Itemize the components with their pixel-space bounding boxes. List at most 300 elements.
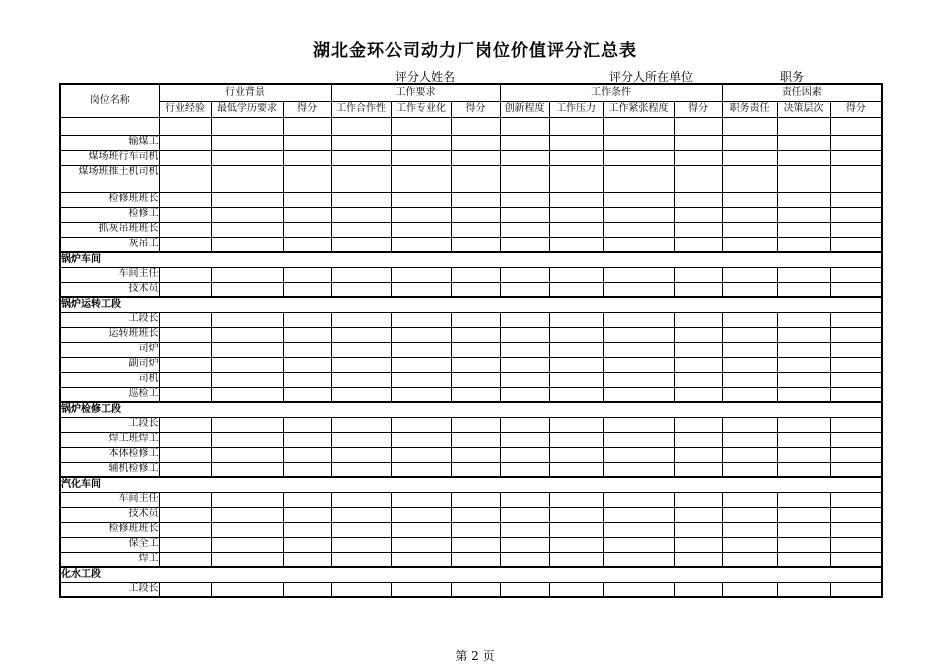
- score-cell[interactable]: [211, 522, 283, 537]
- score-cell[interactable]: [451, 150, 500, 165]
- score-cell[interactable]: [331, 222, 391, 237]
- score-cell[interactable]: [331, 492, 391, 507]
- score-cell[interactable]: [674, 267, 722, 282]
- score-cell[interactable]: [451, 327, 500, 342]
- score-cell[interactable]: [211, 327, 283, 342]
- score-cell[interactable]: [674, 117, 722, 135]
- score-cell[interactable]: [777, 522, 830, 537]
- score-cell[interactable]: [830, 447, 882, 462]
- score-cell[interactable]: [674, 135, 722, 150]
- score-cell[interactable]: [159, 135, 211, 150]
- score-cell[interactable]: [777, 342, 830, 357]
- score-cell[interactable]: [283, 342, 331, 357]
- score-cell[interactable]: [777, 507, 830, 522]
- score-cell[interactable]: [331, 192, 391, 207]
- score-cell[interactable]: [722, 327, 777, 342]
- score-cell[interactable]: [830, 432, 882, 447]
- score-cell[interactable]: [722, 282, 777, 297]
- score-cell[interactable]: [830, 537, 882, 552]
- score-cell[interactable]: [391, 282, 451, 297]
- score-cell[interactable]: [674, 387, 722, 402]
- score-cell[interactable]: [603, 222, 674, 237]
- score-cell[interactable]: [391, 192, 451, 207]
- score-cell[interactable]: [674, 282, 722, 297]
- score-cell[interactable]: [391, 207, 451, 222]
- score-cell[interactable]: [331, 237, 391, 252]
- score-cell[interactable]: [722, 432, 777, 447]
- score-cell[interactable]: [159, 222, 211, 237]
- score-cell[interactable]: [451, 342, 500, 357]
- score-cell[interactable]: [391, 387, 451, 402]
- score-cell[interactable]: [830, 522, 882, 537]
- score-cell[interactable]: [159, 117, 211, 135]
- score-cell[interactable]: [451, 522, 500, 537]
- score-cell[interactable]: [211, 222, 283, 237]
- score-cell[interactable]: [283, 165, 331, 192]
- score-cell[interactable]: [451, 537, 500, 552]
- score-cell[interactable]: [722, 192, 777, 207]
- score-cell[interactable]: [549, 552, 603, 567]
- score-cell[interactable]: [830, 342, 882, 357]
- score-cell[interactable]: [549, 135, 603, 150]
- score-cell[interactable]: [777, 312, 830, 327]
- score-cell[interactable]: [777, 552, 830, 567]
- score-cell[interactable]: [830, 417, 882, 432]
- score-cell[interactable]: [283, 462, 331, 477]
- score-cell[interactable]: [391, 135, 451, 150]
- score-cell[interactable]: [500, 507, 549, 522]
- score-cell[interactable]: [451, 462, 500, 477]
- score-cell[interactable]: [777, 165, 830, 192]
- score-cell[interactable]: [830, 135, 882, 150]
- score-cell[interactable]: [500, 192, 549, 207]
- score-cell[interactable]: [777, 462, 830, 477]
- score-cell[interactable]: [283, 357, 331, 372]
- score-cell[interactable]: [451, 165, 500, 192]
- score-cell[interactable]: [722, 207, 777, 222]
- score-cell[interactable]: [500, 417, 549, 432]
- score-cell[interactable]: [777, 357, 830, 372]
- score-cell[interactable]: [211, 282, 283, 297]
- score-cell[interactable]: [331, 150, 391, 165]
- score-cell[interactable]: [451, 207, 500, 222]
- score-cell[interactable]: [549, 222, 603, 237]
- score-cell[interactable]: [159, 327, 211, 342]
- score-cell[interactable]: [722, 135, 777, 150]
- score-cell[interactable]: [603, 135, 674, 150]
- score-cell[interactable]: [777, 207, 830, 222]
- score-cell[interactable]: [159, 282, 211, 297]
- score-cell[interactable]: [603, 150, 674, 165]
- score-cell[interactable]: [211, 552, 283, 567]
- score-cell[interactable]: [722, 222, 777, 237]
- score-cell[interactable]: [549, 447, 603, 462]
- score-cell[interactable]: [830, 222, 882, 237]
- score-cell[interactable]: [331, 447, 391, 462]
- score-cell[interactable]: [549, 165, 603, 192]
- score-cell[interactable]: [500, 237, 549, 252]
- score-cell[interactable]: [603, 192, 674, 207]
- score-cell[interactable]: [391, 222, 451, 237]
- score-cell[interactable]: [391, 342, 451, 357]
- score-cell[interactable]: [500, 357, 549, 372]
- score-cell[interactable]: [722, 582, 777, 597]
- score-cell[interactable]: [159, 192, 211, 207]
- score-cell[interactable]: [391, 312, 451, 327]
- score-cell[interactable]: [211, 150, 283, 165]
- score-cell[interactable]: [830, 267, 882, 282]
- score-cell[interactable]: [603, 312, 674, 327]
- score-cell[interactable]: [830, 327, 882, 342]
- score-cell[interactable]: [211, 417, 283, 432]
- score-cell[interactable]: [603, 207, 674, 222]
- score-cell[interactable]: [211, 165, 283, 192]
- score-cell[interactable]: [500, 492, 549, 507]
- score-cell[interactable]: [283, 522, 331, 537]
- score-cell[interactable]: [331, 507, 391, 522]
- score-cell[interactable]: [283, 207, 331, 222]
- score-cell[interactable]: [331, 327, 391, 342]
- score-cell[interactable]: [391, 327, 451, 342]
- score-cell[interactable]: [500, 207, 549, 222]
- score-cell[interactable]: [722, 312, 777, 327]
- score-cell[interactable]: [549, 582, 603, 597]
- score-cell[interactable]: [549, 417, 603, 432]
- score-cell[interactable]: [451, 492, 500, 507]
- score-cell[interactable]: [211, 192, 283, 207]
- score-cell[interactable]: [722, 267, 777, 282]
- score-cell[interactable]: [391, 165, 451, 192]
- score-cell[interactable]: [722, 417, 777, 432]
- score-cell[interactable]: [674, 582, 722, 597]
- score-cell[interactable]: [674, 342, 722, 357]
- score-cell[interactable]: [674, 327, 722, 342]
- score-cell[interactable]: [331, 135, 391, 150]
- score-cell[interactable]: [451, 267, 500, 282]
- score-cell[interactable]: [331, 462, 391, 477]
- score-cell[interactable]: [159, 507, 211, 522]
- score-cell[interactable]: [603, 462, 674, 477]
- score-cell[interactable]: [777, 237, 830, 252]
- score-cell[interactable]: [331, 537, 391, 552]
- score-cell[interactable]: [722, 537, 777, 552]
- score-cell[interactable]: [451, 282, 500, 297]
- score-cell[interactable]: [830, 312, 882, 327]
- score-cell[interactable]: [674, 537, 722, 552]
- score-cell[interactable]: [549, 237, 603, 252]
- score-cell[interactable]: [283, 552, 331, 567]
- score-cell[interactable]: [211, 537, 283, 552]
- score-cell[interactable]: [211, 387, 283, 402]
- score-cell[interactable]: [500, 372, 549, 387]
- score-cell[interactable]: [722, 165, 777, 192]
- score-cell[interactable]: [283, 327, 331, 342]
- score-cell[interactable]: [830, 192, 882, 207]
- score-cell[interactable]: [451, 507, 500, 522]
- score-cell[interactable]: [451, 117, 500, 135]
- score-cell[interactable]: [500, 342, 549, 357]
- score-cell[interactable]: [451, 447, 500, 462]
- score-cell[interactable]: [283, 237, 331, 252]
- score-cell[interactable]: [211, 507, 283, 522]
- score-cell[interactable]: [451, 135, 500, 150]
- score-cell[interactable]: [283, 387, 331, 402]
- score-cell[interactable]: [674, 507, 722, 522]
- score-cell[interactable]: [283, 282, 331, 297]
- score-cell[interactable]: [283, 150, 331, 165]
- score-cell[interactable]: [283, 492, 331, 507]
- score-cell[interactable]: [331, 522, 391, 537]
- score-cell[interactable]: [159, 165, 211, 192]
- score-cell[interactable]: [722, 342, 777, 357]
- score-cell[interactable]: [549, 207, 603, 222]
- score-cell[interactable]: [722, 117, 777, 135]
- score-cell[interactable]: [549, 357, 603, 372]
- score-cell[interactable]: [451, 237, 500, 252]
- score-cell[interactable]: [603, 387, 674, 402]
- score-cell[interactable]: [674, 432, 722, 447]
- score-cell[interactable]: [211, 582, 283, 597]
- score-cell[interactable]: [500, 462, 549, 477]
- score-cell[interactable]: [722, 150, 777, 165]
- score-cell[interactable]: [391, 537, 451, 552]
- score-cell[interactable]: [674, 492, 722, 507]
- score-cell[interactable]: [830, 357, 882, 372]
- score-cell[interactable]: [549, 432, 603, 447]
- score-cell[interactable]: [603, 432, 674, 447]
- score-cell[interactable]: [830, 387, 882, 402]
- score-cell[interactable]: [603, 417, 674, 432]
- score-cell[interactable]: [451, 222, 500, 237]
- score-cell[interactable]: [391, 357, 451, 372]
- score-cell[interactable]: [674, 357, 722, 372]
- score-cell[interactable]: [674, 552, 722, 567]
- score-cell[interactable]: [331, 267, 391, 282]
- score-cell[interactable]: [451, 582, 500, 597]
- score-cell[interactable]: [331, 357, 391, 372]
- score-cell[interactable]: [159, 492, 211, 507]
- score-cell[interactable]: [391, 522, 451, 537]
- score-cell[interactable]: [603, 342, 674, 357]
- score-cell[interactable]: [549, 387, 603, 402]
- score-cell[interactable]: [283, 117, 331, 135]
- score-cell[interactable]: [674, 447, 722, 462]
- score-cell[interactable]: [549, 372, 603, 387]
- score-cell[interactable]: [722, 492, 777, 507]
- score-cell[interactable]: [722, 237, 777, 252]
- score-cell[interactable]: [830, 372, 882, 387]
- score-cell[interactable]: [830, 582, 882, 597]
- score-cell[interactable]: [331, 582, 391, 597]
- score-cell[interactable]: [549, 507, 603, 522]
- score-cell[interactable]: [603, 327, 674, 342]
- score-cell[interactable]: [211, 462, 283, 477]
- score-cell[interactable]: [391, 582, 451, 597]
- score-cell[interactable]: [500, 267, 549, 282]
- score-cell[interactable]: [451, 192, 500, 207]
- score-cell[interactable]: [283, 582, 331, 597]
- score-cell[interactable]: [451, 387, 500, 402]
- score-cell[interactable]: [603, 357, 674, 372]
- score-cell[interactable]: [159, 462, 211, 477]
- score-cell[interactable]: [500, 387, 549, 402]
- score-cell[interactable]: [722, 507, 777, 522]
- score-cell[interactable]: [777, 582, 830, 597]
- score-cell[interactable]: [211, 492, 283, 507]
- score-cell[interactable]: [777, 492, 830, 507]
- score-cell[interactable]: [391, 372, 451, 387]
- score-cell[interactable]: [830, 117, 882, 135]
- score-cell[interactable]: [500, 582, 549, 597]
- score-cell[interactable]: [603, 522, 674, 537]
- score-cell[interactable]: [211, 342, 283, 357]
- score-cell[interactable]: [777, 537, 830, 552]
- score-cell[interactable]: [283, 312, 331, 327]
- score-cell[interactable]: [211, 237, 283, 252]
- score-cell[interactable]: [159, 267, 211, 282]
- score-cell[interactable]: [211, 372, 283, 387]
- score-cell[interactable]: [283, 222, 331, 237]
- score-cell[interactable]: [830, 462, 882, 477]
- score-cell[interactable]: [603, 372, 674, 387]
- score-cell[interactable]: [722, 462, 777, 477]
- score-cell[interactable]: [331, 387, 391, 402]
- score-cell[interactable]: [159, 417, 211, 432]
- score-cell[interactable]: [211, 447, 283, 462]
- score-cell[interactable]: [777, 117, 830, 135]
- score-cell[interactable]: [159, 387, 211, 402]
- score-cell[interactable]: [283, 432, 331, 447]
- score-cell[interactable]: [830, 552, 882, 567]
- score-cell[interactable]: [830, 207, 882, 222]
- score-cell[interactable]: [159, 237, 211, 252]
- score-cell[interactable]: [777, 135, 830, 150]
- score-cell[interactable]: [451, 432, 500, 447]
- score-cell[interactable]: [603, 447, 674, 462]
- score-cell[interactable]: [549, 267, 603, 282]
- score-cell[interactable]: [391, 462, 451, 477]
- score-cell[interactable]: [159, 552, 211, 567]
- score-cell[interactable]: [391, 117, 451, 135]
- score-cell[interactable]: [159, 372, 211, 387]
- score-cell[interactable]: [159, 342, 211, 357]
- score-cell[interactable]: [211, 432, 283, 447]
- score-cell[interactable]: [451, 417, 500, 432]
- score-cell[interactable]: [674, 312, 722, 327]
- score-cell[interactable]: [674, 237, 722, 252]
- score-cell[interactable]: [283, 507, 331, 522]
- score-cell[interactable]: [500, 537, 549, 552]
- score-cell[interactable]: [777, 267, 830, 282]
- score-cell[interactable]: [159, 150, 211, 165]
- score-cell[interactable]: [451, 312, 500, 327]
- score-cell[interactable]: [211, 267, 283, 282]
- score-cell[interactable]: [830, 282, 882, 297]
- score-cell[interactable]: [549, 342, 603, 357]
- score-cell[interactable]: [500, 282, 549, 297]
- score-cell[interactable]: [159, 447, 211, 462]
- score-cell[interactable]: [500, 327, 549, 342]
- score-cell[interactable]: [549, 327, 603, 342]
- score-cell[interactable]: [603, 267, 674, 282]
- score-cell[interactable]: [391, 507, 451, 522]
- score-cell[interactable]: [722, 357, 777, 372]
- score-cell[interactable]: [159, 357, 211, 372]
- score-cell[interactable]: [777, 192, 830, 207]
- score-cell[interactable]: [549, 312, 603, 327]
- score-cell[interactable]: [549, 117, 603, 135]
- score-cell[interactable]: [549, 282, 603, 297]
- score-cell[interactable]: [549, 537, 603, 552]
- score-cell[interactable]: [603, 237, 674, 252]
- score-cell[interactable]: [331, 552, 391, 567]
- score-cell[interactable]: [674, 207, 722, 222]
- score-cell[interactable]: [722, 372, 777, 387]
- score-cell[interactable]: [549, 192, 603, 207]
- score-cell[interactable]: [603, 165, 674, 192]
- score-cell[interactable]: [830, 150, 882, 165]
- score-cell[interactable]: [603, 507, 674, 522]
- score-cell[interactable]: [331, 282, 391, 297]
- score-cell[interactable]: [500, 165, 549, 192]
- score-cell[interactable]: [283, 135, 331, 150]
- score-cell[interactable]: [211, 207, 283, 222]
- score-cell[interactable]: [777, 447, 830, 462]
- score-cell[interactable]: [603, 582, 674, 597]
- score-cell[interactable]: [211, 135, 283, 150]
- score-cell[interactable]: [674, 192, 722, 207]
- score-cell[interactable]: [549, 492, 603, 507]
- score-cell[interactable]: [211, 117, 283, 135]
- score-cell[interactable]: [159, 207, 211, 222]
- score-cell[interactable]: [603, 117, 674, 135]
- score-cell[interactable]: [283, 192, 331, 207]
- score-cell[interactable]: [830, 492, 882, 507]
- score-cell[interactable]: [451, 552, 500, 567]
- score-cell[interactable]: [391, 417, 451, 432]
- score-cell[interactable]: [391, 432, 451, 447]
- score-cell[interactable]: [283, 447, 331, 462]
- score-cell[interactable]: [331, 165, 391, 192]
- score-cell[interactable]: [391, 447, 451, 462]
- score-cell[interactable]: [391, 492, 451, 507]
- score-cell[interactable]: [500, 117, 549, 135]
- score-cell[interactable]: [331, 312, 391, 327]
- score-cell[interactable]: [331, 432, 391, 447]
- score-cell[interactable]: [500, 150, 549, 165]
- score-cell[interactable]: [674, 372, 722, 387]
- score-cell[interactable]: [283, 267, 331, 282]
- score-cell[interactable]: [722, 387, 777, 402]
- score-cell[interactable]: [549, 462, 603, 477]
- score-cell[interactable]: [674, 522, 722, 537]
- score-cell[interactable]: [500, 222, 549, 237]
- score-cell[interactable]: [500, 432, 549, 447]
- score-cell[interactable]: [674, 165, 722, 192]
- score-cell[interactable]: [391, 237, 451, 252]
- score-cell[interactable]: [777, 372, 830, 387]
- score-cell[interactable]: [674, 150, 722, 165]
- score-cell[interactable]: [500, 522, 549, 537]
- score-cell[interactable]: [331, 207, 391, 222]
- score-cell[interactable]: [830, 165, 882, 192]
- score-cell[interactable]: [674, 462, 722, 477]
- score-cell[interactable]: [331, 117, 391, 135]
- score-cell[interactable]: [777, 417, 830, 432]
- score-cell[interactable]: [603, 492, 674, 507]
- score-cell[interactable]: [777, 282, 830, 297]
- score-cell[interactable]: [331, 417, 391, 432]
